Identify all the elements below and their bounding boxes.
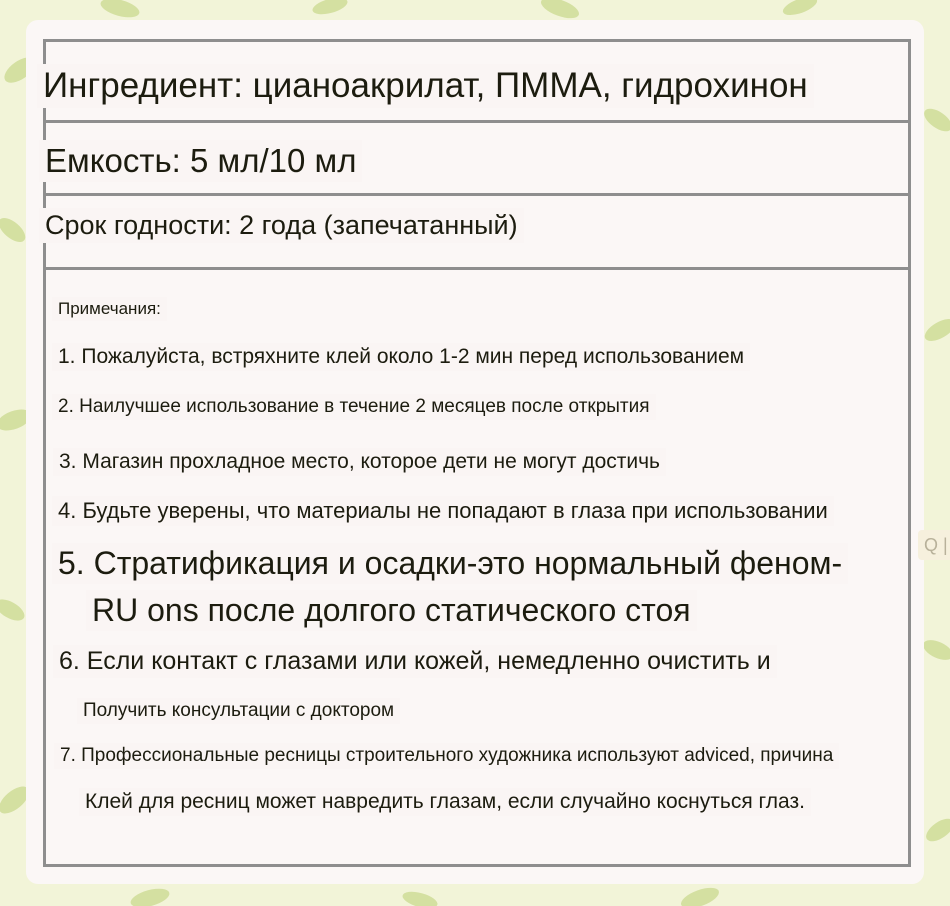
note-item-4: 4. Будьте уверены, что материалы не попадают в глаза при использовании <box>52 496 834 526</box>
note-item-5-continued: RU ons после долгого статического стоя <box>86 590 697 631</box>
shelf-life-row: Срок годности: 2 года (запечатанный) <box>39 208 524 243</box>
note-item-7-continued: Клей для ресниц может навредить глазам, если случайно коснуться глаз. <box>79 788 811 816</box>
note-item-2: 2. Наилучшее использование в течение 2 месяцев после открытия <box>52 394 656 420</box>
row-divider-2 <box>43 193 909 196</box>
note-item-7: 7. Профессиональные ресницы строительного художника используют adviced, причина <box>54 743 839 769</box>
note-item-1: 1. Пожалуйста, встряхните клей около 1-2 мин перед использованием <box>52 343 750 371</box>
note-item-3: 3. Магазин прохладное место, которое дети не могут достичь <box>53 448 666 476</box>
note-item-6-continued: Получить консультации с доктором <box>77 698 400 724</box>
ingredient-row: Ингредиент: цианоакрилат, ПММА, гидрохинон <box>37 64 814 108</box>
side-tab[interactable]: Q | <box>918 530 950 560</box>
row-divider-1 <box>43 120 909 123</box>
notes-title: Примечания: <box>52 297 167 321</box>
capacity-row: Емкость: 5 мл/10 мл <box>39 140 362 182</box>
note-item-6: 6. Если контакт с глазами или кожей, немедленно очистить и <box>53 645 777 678</box>
note-item-5: 5. Стратификация и осадки-это нормальный феном- <box>52 543 848 584</box>
row-divider-3 <box>43 267 909 270</box>
